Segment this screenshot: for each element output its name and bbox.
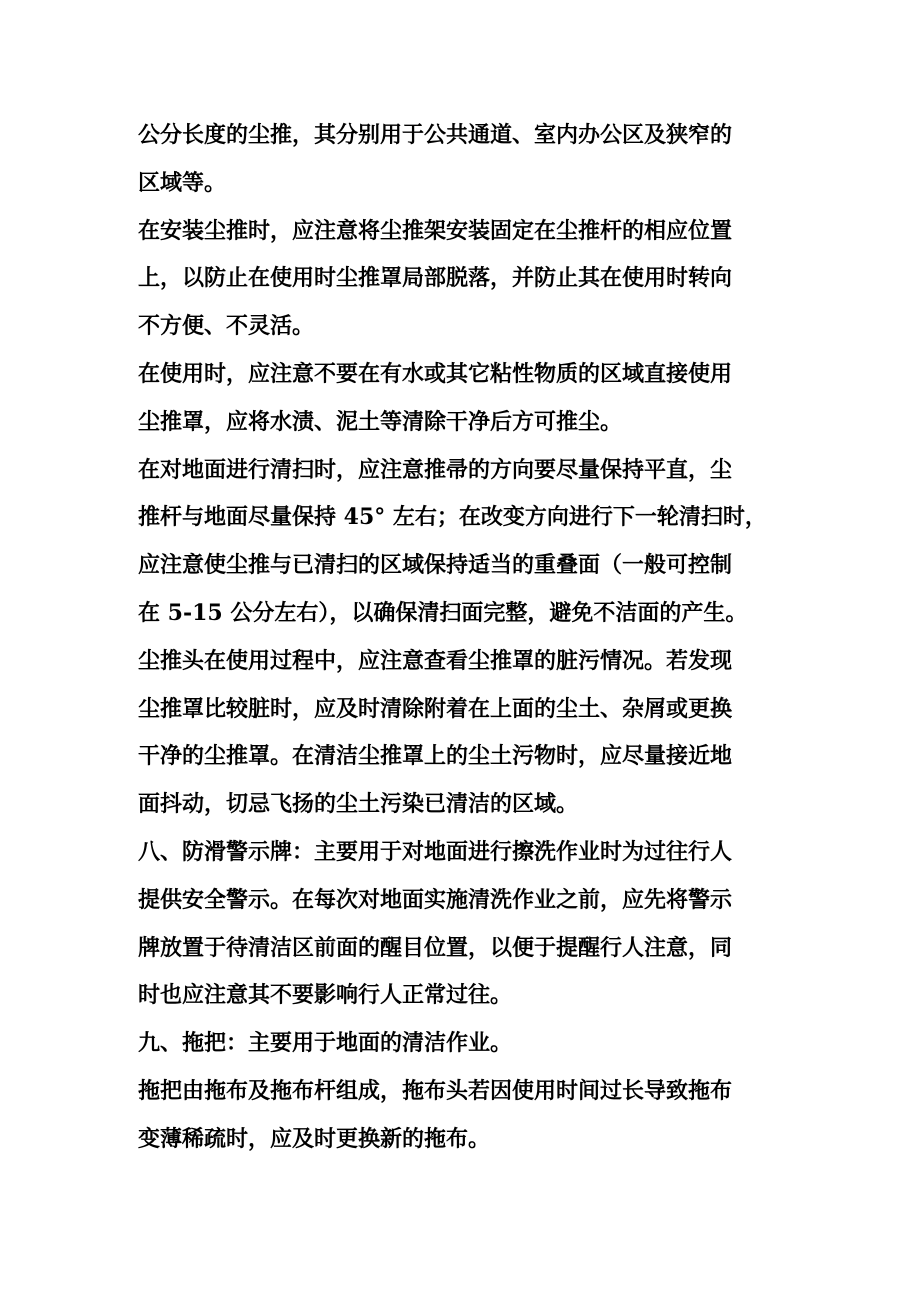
section-heading-line: 九、拖把：主要用于地面的清洁作业。: [138, 1030, 513, 1057]
text-line: 应注意使尘推与已清扫的区域保持适当的重叠面（一般可控制: [138, 552, 733, 579]
text-line: 在 5-15 公分左右），以确保清扫面完整，避免不洁面的产生。: [138, 599, 748, 626]
text-line: 提供安全警示。在每次对地面实施清洗作业之前，应先将警示: [138, 886, 733, 913]
text-line: 区域等。: [138, 169, 227, 196]
text-line: 在安装尘推时，应注意将尘推架安装固定在尘推杆的相应位置: [138, 217, 733, 244]
text-line: 时也应注意其不要影响行人正常过往。: [138, 982, 513, 1009]
section-heading-line: 八、防滑警示牌：主要用于对地面进行擦洗作业时为过往行人: [138, 838, 733, 865]
text-line: 拖把由拖布及拖布杆组成，拖布头若因使用时间过长导致拖布: [138, 1077, 733, 1104]
text-line: 变薄稀疏时，应及时更换新的拖布。: [138, 1125, 491, 1152]
text-line: 干净的尘推罩。在清洁尘推罩上的尘土污物时，应尽量接近地: [138, 743, 733, 770]
text-line: 牌放置于待清洁区前面的醒目位置，以便于提醒行人注意，同: [138, 934, 733, 961]
text-line: 尘推罩比较脏时，应及时清除附着在上面的尘土、杂屑或更换: [138, 695, 733, 722]
text-line: 不方便、不灵活。: [138, 313, 315, 340]
document-body: [138, 112, 788, 1164]
text-line: 尘推罩，应将水渍、泥土等清除干净后方可推尘。: [138, 408, 623, 435]
text-line: 推杆与地面尽量保持 45° 左右；在改变方向进行下一轮清扫时，: [138, 504, 767, 531]
text-line: 尘推头在使用过程中，应注意查看尘推罩的脏污情况。若发现: [138, 647, 733, 674]
text-line: 在使用时，应注意不要在有水或其它粘性物质的区域直接使用: [138, 360, 733, 387]
text-line: 上，以防止在使用时尘推罩局部脱落，并防止其在使用时转向: [138, 265, 733, 292]
text-line: 公分长度的尘推，其分别用于公共通道、室内办公区及狭窄的: [138, 122, 733, 148]
text-line: 面抖动，切忌飞扬的尘土污染已清洁的区域。: [138, 791, 579, 818]
text-line: 在对地面进行清扫时，应注意推帚的方向要尽量保持平直，尘: [138, 456, 733, 483]
